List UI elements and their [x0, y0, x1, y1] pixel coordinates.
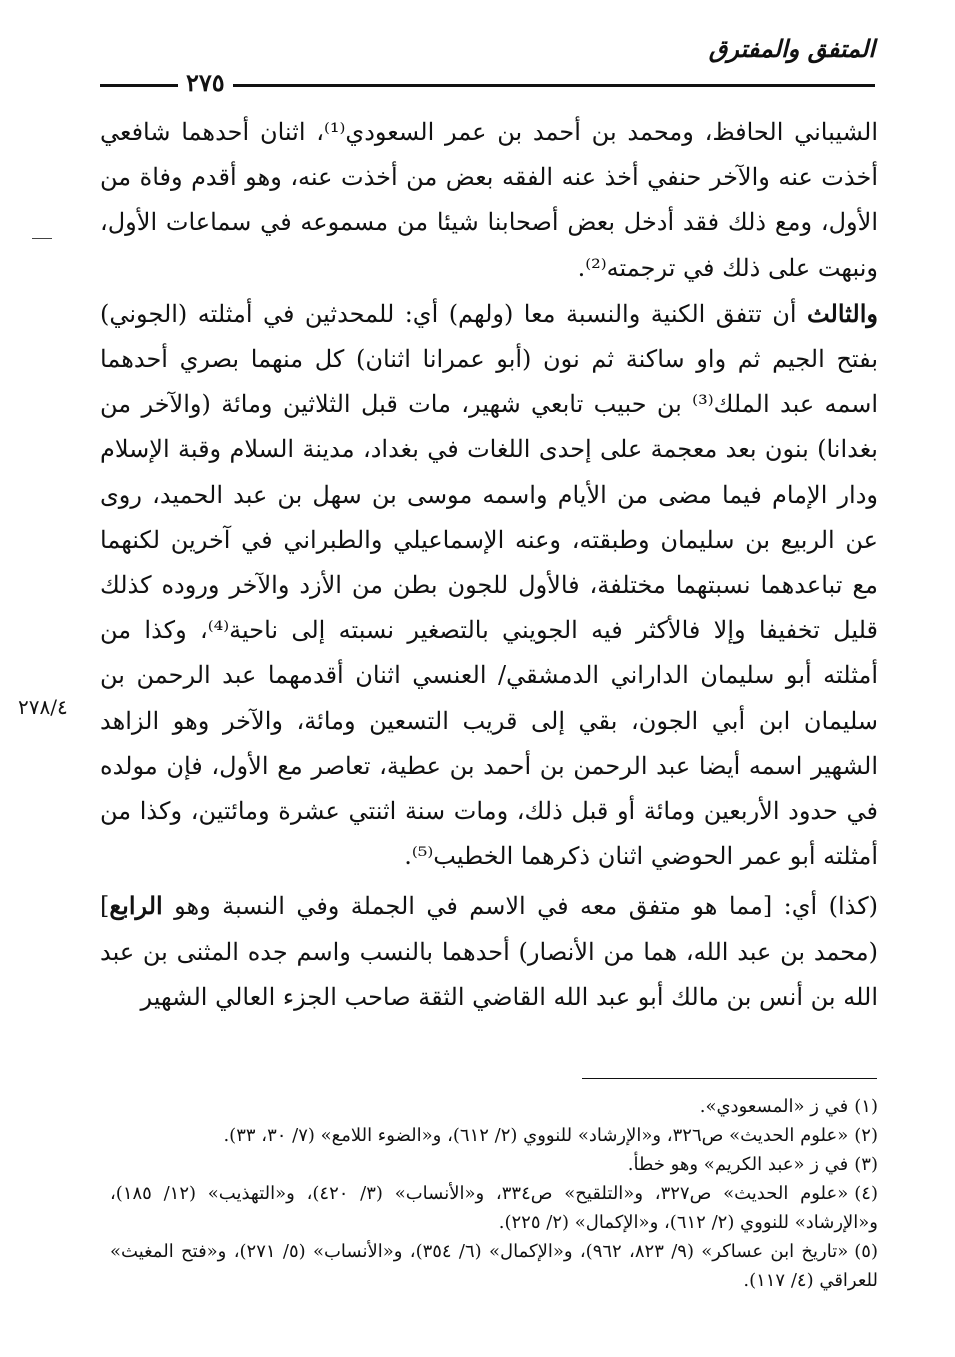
paragraph-text: (كذا) أي: [مما هو متفق معه في الاسم في الجملة وفي النسبة وهو — [162, 892, 878, 921]
paragraph — [100, 883, 878, 1020]
footnote — [110, 1237, 878, 1295]
paragraph-lead: الرابع — [109, 891, 163, 921]
margin-reference: ٢٧٨/٤ — [18, 695, 68, 719]
footnote-text: «علوم الحديث» ص٣٢٧، و«التلقيح» ص٣٣٤، و«الأنساب» (٣/ ٤٢٠)، و«التهذيب» (١٢/ ١٨٥)، و«الإرشاد» للنووي (٢/ ٦١٢)، و«الإكمال» (٢/ ٢٢٥). — [110, 1183, 878, 1233]
footnote-number: (٣) — [854, 1154, 878, 1175]
paragraph: الشيباني الحافظ، ومحمد بن أحمد بن عمر السعودي⁽¹⁾، اثنان أحدهما شافعي أخذت عنه والآخر حنفي أخذ عنه الفقه بعض من أخذت عنه، وهو أقدم وفاة من الأول، ومع ذلك فقد أدخل بعض أصحابنا شيئا من مسموعه في سماعات الأول، ونبهت على ذلك في ترجمته⁽²⁾. — [100, 118, 878, 282]
footnote-text: «تاريخ ابن عساكر» (٩/ ٨٢٣، ٩٦٢)، و«الإكمال» (٦/ ٣٥٤)، و«الأنساب» (٥/ ٢٧١)، و«فتح المغيث» للعراقي (٤/ ١١٧). — [110, 1241, 878, 1291]
footnote — [110, 1121, 878, 1150]
footnote — [110, 1150, 878, 1179]
paragraph — [100, 291, 878, 880]
footnote-number: (١) — [854, 1096, 878, 1117]
paragraph-text: ] (محمد بن عبد الله، هما من الأنصار) أحدهما بالنسب واسم جده المثنى بن عبد الله بن أنس بن مالك أبو عبد الله القاضي الثقة صاحب الجزء العالي الشهير — [100, 892, 879, 1011]
footnotes — [110, 1092, 878, 1295]
paragraph-lead: والثالث — [806, 298, 878, 328]
margin-dash — [32, 238, 52, 239]
footnote-text: في ز «عبد الكريم» وهو خطأ. — [627, 1154, 849, 1175]
footnote-text: في ز «المسعودي». — [699, 1096, 849, 1117]
footnote-number: (٢) — [854, 1125, 878, 1146]
footnote-rule — [582, 1078, 877, 1079]
footnote — [110, 1092, 878, 1121]
footnote — [110, 1179, 878, 1237]
footnote-number: (٤) — [854, 1183, 878, 1204]
main-text — [100, 110, 878, 1020]
page-number: ٢٧٥ — [178, 68, 233, 97]
running-title: المتفق والمفترق — [708, 34, 875, 63]
footnote-text: «علوم الحديث» ص٣٢٦، و«الإرشاد» للنووي (٢/ ٦١٢)، و«الضوء اللامع» (٧/ ٣٠، ٣٣). — [223, 1125, 849, 1146]
paragraph-text: أن تتفق الكنية والنسبة معا (ولهم) أي: للمحدثين في أمثلته (الجوني) بفتح الجيم ثم واو ساكنة ثم نون (أبو عمرانا اثنان) كل منهما بصري أحدهما اسمه عبد الملك⁽³⁾ بن حبيب تابعي شهير، مات قبل الثلاثين ومائة (والآخر من بغدانا) بنون بعد معجمة على إحدى اللغات في بغداد، مدينة السلام وقبة الإسلام ودار الإمام فيما مضى من الأيام واسمه موسى بن سهل بن عبد الحميد، روى عن الربيع بن سليمان وطبقته، وعنه الإسماعيلي والطبراني في آخرين لكنهما مع تباعدهما نسبتهما مختلفة، فالأول للجون بطن من الأزد والآخر وروده كذلك قليل تخفيفا وإلا فالأكثر فيه الجويني بالتصغير نسبته إلى ناحية⁽⁴⁾، وكذا من أمثلته أبو سليمان الداراني الدمشقي/ العنسي اثنان أقدمهما عبد الرحمن بن سليمان ابن أبي الجون، بقي إلى قريب التسعين ومائة، والآخر وهو الزاهد الشهير اسمه أيضا عبد الرحمن بن أحمد بن عطية، تعاصر مع الأول، فإن مولده في حدود الأربعين ومائة أو قبل ذلك، ومات سنة اثنتي عشرة ومائتين، وكذا من أمثلته أبو عمر الحوضي اثنان ذكرهما الخطيب⁽⁵⁾. — [100, 299, 879, 871]
page-header — [100, 28, 875, 97]
footnote-number: (٥) — [854, 1241, 878, 1262]
